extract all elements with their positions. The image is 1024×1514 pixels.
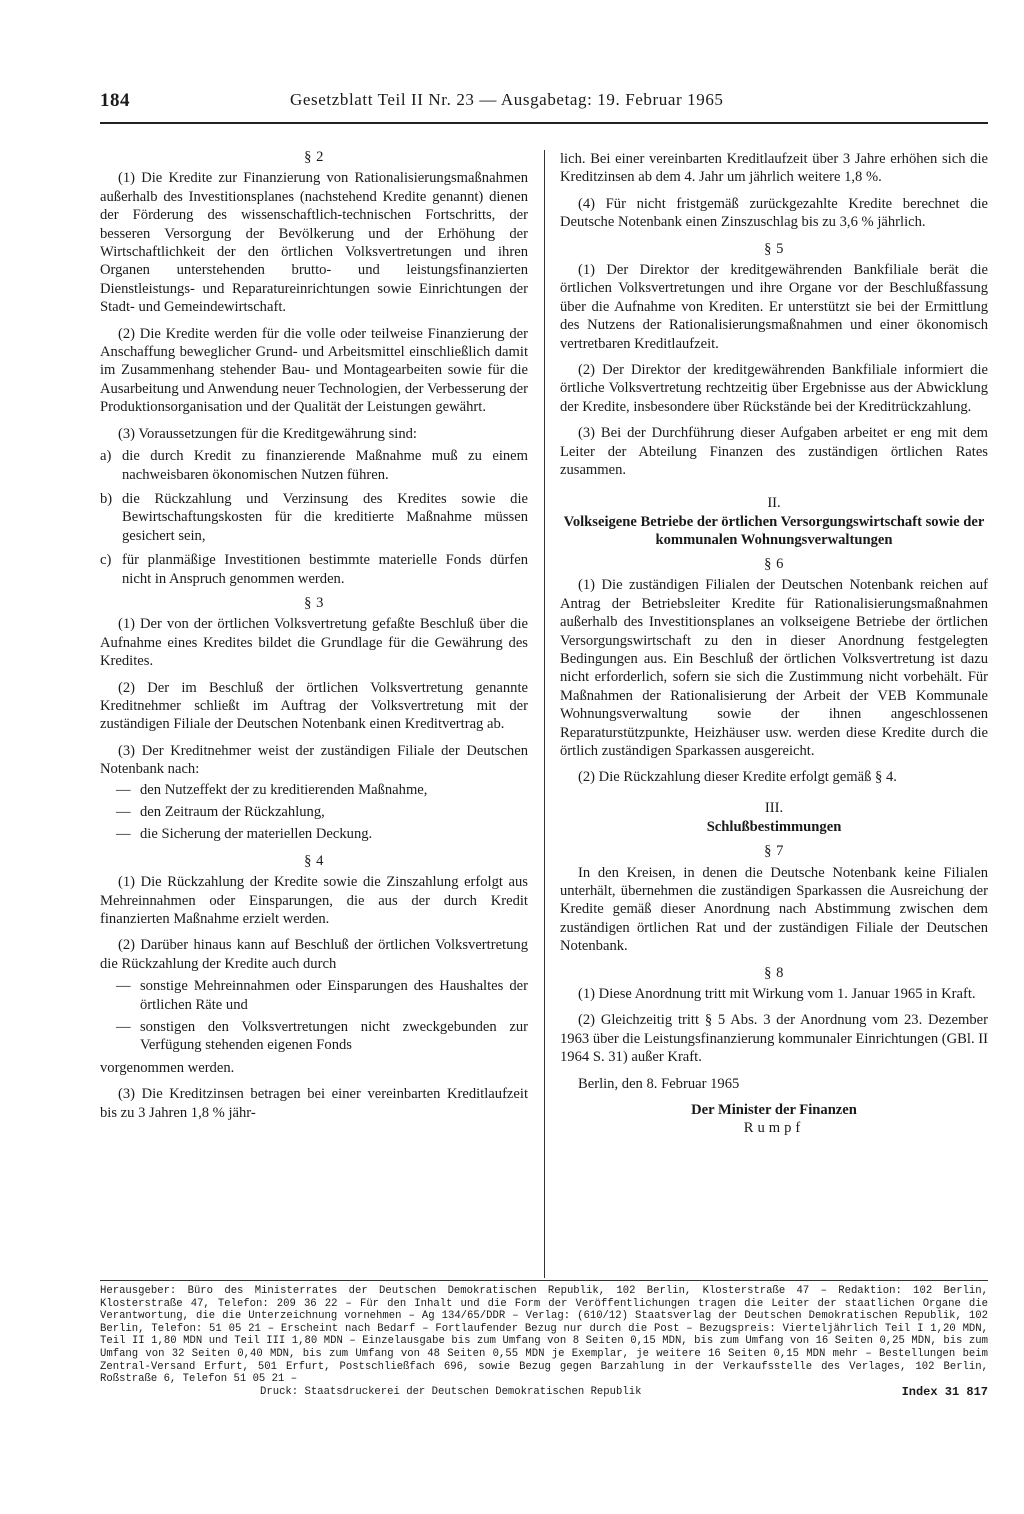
page-header (100, 90, 988, 118)
section-3-paragraph-2: (2) Der im Beschluß der örtlichen Volksvertretung genannte Kreditnehmer schließt im Auftrag der Volksvertretung mit der zuständigen Filiale der Deutschen Notenbank einen Kreditvertrag ab. (100, 679, 528, 733)
imprint-last-line (100, 1386, 988, 1399)
list-item (100, 490, 528, 545)
dash-marker: — (116, 978, 131, 995)
section-5-paragraph-3: (3) Bei der Durchführung dieser Aufgaben arbeitet er eng mit dem Leiter der Abteilung Finanzen des zuständigen örtlichen Rates zusammen. (560, 425, 988, 479)
dash-marker: — (116, 781, 131, 798)
section-6-paragraph-2: (2) Die Rückzahlung dieser Kredite erfolgt gemäß § 4. (578, 769, 897, 786)
imprint-footer (100, 1285, 988, 1398)
section-6-paragraph-1: (1) Die zuständigen Filialen der Deutschen Notenbank reichen auf Antrag der Betriebsleiter Kredite für Rationalisierungsmaßnahmen außerhalb des Investitionsplanes an volkseigene Betriebe der örtlichen Versorgungswirtschaft zu den in dieser Anordnung festgelegten Bedingungen aus. Ein Beschluß der örtlichen Volksvertretung ist dazu nicht erforderlich, sofern sie sich die Zustimmung nicht vorbehält. Für Maßnahmen der Rationalisierung der Arbeit der VEB Kommunale Wohnungsverwaltung sowie der ihnen angeschlossenen Reparaturstützpunkte, Heizhäuser usw. werden diese Kredite durch die örtlich zuständigen Sparkassen ausgereicht. (560, 577, 988, 759)
list-item (100, 825, 528, 843)
section-3-heading: § 3 (304, 594, 324, 611)
list-item-text: die durch Kredit zu finanzierende Maßnahme muß zu einem nachweisbaren ökonomischen Nutzen führen. (122, 448, 528, 483)
right-column (560, 150, 988, 1138)
section-4-paragraph-1: (1) Die Rückzahlung der Kredite sowie die Zinszahlung erfolgt aus Mehreinnahmen oder Einsparungen, die aus der durch Kredit finanzierten Maßnahme erzielt werden. (100, 874, 528, 928)
left-column (100, 146, 528, 1130)
section-3-paragraph-3: (3) Der Kreditnehmer weist der zuständigen Filiale der Deutschen Notenbank nach: (100, 742, 528, 778)
list-item (100, 1018, 528, 1055)
part-3-number: III. (764, 799, 784, 816)
section-8-paragraph-1: (1) Diese Anordnung tritt mit Wirkung vom 1. Januar 1965 in Kraft. (578, 986, 976, 1003)
section-4-paragraph-3: (3) Die Kreditzinsen betragen bei einer vereinbarten Kreditlaufzeit bis zu 3 Jahren 1,8 % jähr- (100, 1086, 528, 1121)
section-4-paragraph-3-continued: lich. Bei einer vereinbarten Kreditlaufzeit über 3 Jahre erhöhen sich die Kreditzinsen ab dem 4. Jahr um jährlich weitere 1,8 %. (560, 151, 988, 186)
list-marker: c) (100, 552, 112, 569)
list-item (100, 447, 528, 484)
part-2-number: II. (767, 494, 781, 511)
section-4-paragraph-2: (2) Darüber hinaus kann auf Beschluß der örtlichen Volksvertretung die Rückzahlung der Kredite auch durch (100, 937, 528, 972)
section-5-paragraph-2: (2) Der Direktor der kreditgewährenden Bankfiliale informiert die örtliche Volksvertretung rechtzeitig über Ergebnisse aus der Abwicklung der Kredite, insbesondere über Rückstände bei der Kreditrückzahlung. (560, 362, 988, 415)
header-rule (100, 122, 988, 124)
section-2-paragraph-1: (1) Die Kredite zur Finanzierung von Rationalisierungsmaßnahmen außerhalb des Investitionsplanes (nachstehend Kredite genannt) dienen der Förderung des wissenschaftlich-technischen Fortschritts, der besseren Versorgung der Bevölkerung und der Erhöhung der Wirtschaftlichkeit der den örtlichen Volksvertretungen und ihren Organen unterstehenden brutto- und leistungsfinanzierten Dienstleistungs- und Reparatureinrichtungen sowie Einrichtungen der Stadt- und Gemeindewirtschaft. (100, 170, 528, 316)
index-number: Index 31 817 (901, 1384, 988, 1399)
section-5-paragraph-1: (1) Der Direktor der kreditgewährenden Bankfiliale berät die örtlichen Volksvertretungen und ihre Organe vor der Beschlußfassung über die Aufnahme von Krediten. Er unterstützt sie bei der Ermittlung des Nutzens der Rationalisierungsmaßnahmen und einer ökonomisch vertretbaren Kreditlaufzeit. (560, 262, 988, 352)
dash-marker: — (116, 804, 131, 820)
signer-title: Der Minister der Finanzen (691, 1102, 857, 1119)
section-8-paragraph-2: (2) Gleichzeitig tritt § 5 Abs. 3 der Anordnung vom 23. Dezember 1963 über die Leistungsfinanzierung kommunaler Einrichtungen (GBl. II 1964 S. 31) außer Kraft. (560, 1012, 988, 1066)
section-4-paragraph-4: (4) Für nicht fristgemäß zurückgezahlte Kredite berechnet die Deutsche Notenbank einen Zinszuschlag bis zu 3,6 % jährlich. (560, 195, 988, 231)
printer-line: Druck: Staatsdruckerei der Deutschen Demokratischen Republik (260, 1385, 642, 1398)
list-item (100, 781, 528, 799)
section-4-paragraph-2-end: vorgenommen werden. (100, 1059, 235, 1076)
list-item-text: den Nutzeffekt der zu kreditierenden Maßnahme, (140, 781, 428, 798)
page-title: Gesetzblatt Teil II Nr. 23 — Ausgabetag: 19. Februar 1965 (290, 90, 724, 109)
footer-rule (100, 1280, 988, 1281)
date-line: Berlin, den 8. Februar 1965 (578, 1075, 740, 1092)
list-item (100, 803, 528, 821)
imprint-text: Herausgeber: Büro des Ministerrates der Deutschen Demokratischen Republik, 102 Berlin, Klosterstraße 47 – Redaktion: 102 Berlin, Klosterstraße 47, Telefon: 209 36 22 – Für den Inhalt und die Form der Veröffentlichungen tragen die Leiter der staatlichen Organe die Verantwortung, die die Unterzeichnung vornehmen – Ag 134/65/DDR – Verlag: (610/12) Staatsverlag der Deutschen Demokratischen Republik, 102 Berlin, Telefon: 51 05 21 – Erscheint nach Bedarf – Fortlaufender Bezug nur durch die Post – Bezugspreis: Vierteljährlich Teil I 1,20 MDN, Teil II 1,80 MDN und Teil III 1,80 MDN – Einzelausgabe bis zum Umfang von 8 Seiten 0,15 MDN, bis zum Umfang von 16 Seiten 0,25 MDN, bis zum Umfang von 32 Seiten 0,40 MDN, bis zum Umfang von 48 Seiten 0,55 MDN je Exemplar, je weitere 16 Seiten 0,15 MDN mehr – Bestellungen beim Zentral-Versand Erfurt, 501 Erfurt, Postschließfach 696, sowie Bezug gegen Barzahlung in der Verkaufsstelle des Verlages, 102 Berlin, Roßstraße 6, Telefon 51 05 21 – (100, 1285, 988, 1386)
dash-marker: — (116, 826, 131, 843)
list-item-text: für planmäßige Investitionen bestimmte materielle Fonds dürfen nicht in Anspruch genommen werden. (122, 552, 528, 587)
section-5-heading: § 5 (764, 240, 784, 257)
section-2-heading: § 2 (304, 149, 324, 165)
list-item-text: sonstigen den Volksvertretungen nicht zweckgebunden zur Verfügung stehenden eigenen Fonds (140, 1019, 528, 1054)
list-item-text: den Zeitraum der Rückzahlung, (140, 804, 325, 820)
column-divider (544, 150, 545, 1278)
list-marker: b) (100, 490, 113, 507)
section-2-paragraph-2: (2) Die Kredite werden für die volle oder teilweise Finanzierung der Anschaffung beweglicher Grund- und Arbeitsmittel einschließlich damit im Zusammenhang stehender Bau- und Montagearbeiten sowie für die Ausarbeitung und Anwendung neuer Technologien, der Verbesserung der Produktionsorganisation und der Qualität der Leistungen gewährt. (100, 325, 528, 416)
section-4-heading: § 4 (304, 852, 324, 869)
page-number: 184 (100, 90, 130, 111)
list-marker: a) (100, 448, 112, 465)
section-7-paragraph-1: In den Kreisen, in denen die Deutsche Notenbank keine Filialen unterhält, übernehmen die zuständigen Sparkassen die Ausreichung der Kredite gemäß dieser Anordnung nach Abstimmung zwischen dem zuständigen örtlichen Rat und der zuständigen Filiale der Deutschen Notenbank. (560, 864, 988, 955)
list-item-text: sonstige Mehreinnahmen oder Einsparungen des Haushaltes der örtlichen Räte und (140, 978, 528, 1013)
part-2-title: Volkseigene Betriebe der örtlichen Versorgungswirtschaft sowie der kommunalen Wohnungsverwaltungen (563, 513, 985, 548)
list-item (100, 551, 528, 588)
section-8-heading: § 8 (764, 964, 784, 981)
list-item-text: die Sicherung der materiellen Deckung. (140, 826, 373, 843)
section-2-paragraph-3: (3) Voraussetzungen für die Kreditgewährung sind: (118, 425, 417, 442)
signer-name: Rumpf (743, 1120, 805, 1137)
list-item-text: die Rückzahlung und Verzinsung des Kredites sowie die Bewirtschaftungskosten für die kreditierte Maßnahme müssen gesichert sein, (122, 490, 528, 544)
section-6-heading: § 6 (764, 555, 784, 572)
dash-marker: — (116, 1019, 131, 1036)
section-3-paragraph-1: (1) Der von der örtlichen Volksvertretung gefaßte Beschluß über die Aufnahme eines Kredites bildet die Grundlage für die Gewährung des Kredites. (100, 616, 528, 670)
list-item (100, 977, 528, 1014)
part-3-title: Schlußbestimmungen (706, 819, 842, 836)
section-7-heading: § 7 (764, 843, 784, 860)
